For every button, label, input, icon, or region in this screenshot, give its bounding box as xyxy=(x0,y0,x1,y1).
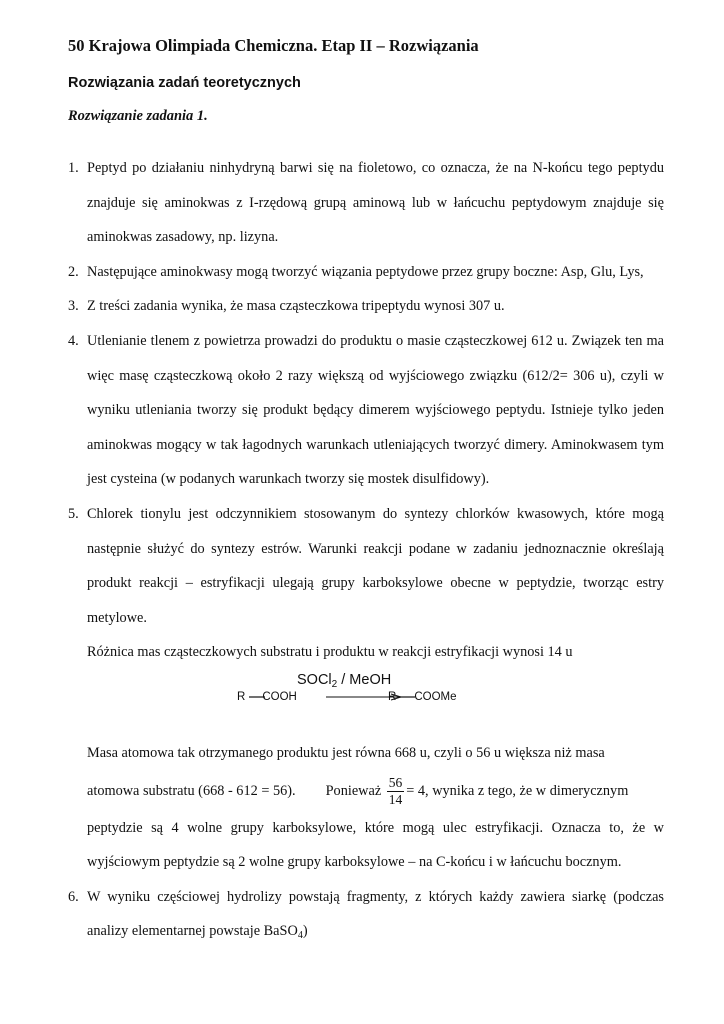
substrate xyxy=(237,690,297,704)
item6-subscript: 4 xyxy=(297,930,303,942)
document-title: 50 Krajowa Olimpiada Chemiczna. Etap II – Rozwiązania xyxy=(68,36,479,55)
substrate-group: COOH xyxy=(262,690,297,703)
item-number: 6. xyxy=(68,888,79,905)
task-heading: Rozwiązanie zadania 1. xyxy=(68,108,208,124)
item-text: Z treści zadania wynika, że masa cząsteczkowa tripeptydu wynosi 307 u. xyxy=(87,298,505,315)
product-mass-text: Masa atomowa tak otrzymanego produktu jest równa 668 u, czyli o 56 u większa niż masa xyxy=(87,744,605,761)
list-item xyxy=(68,289,664,324)
result-text: = 4, wynika z tego, że w dimerycznym xyxy=(406,782,629,799)
because-text: Ponieważ xyxy=(325,782,382,799)
reagent-rest: / MeOH xyxy=(337,671,392,688)
item6-text: W wyniku częściowej hydrolizy powstają fragmenty, z których każdy zawiera siarkę (podczas analizy elementarnej powstaje BaSO xyxy=(87,888,664,940)
item-text: Peptyd po działaniu ninhydryną barwi się na fioletowo, co oznacza, że na N-końcu tego peptydu znajduje się aminokwas z I-rzędową grupą aminową lub w łańcuchu peptydowym znajduje się aminokwas zasadowy, np. lizyna. xyxy=(87,160,664,246)
item-text: Chlorek tionylu jest odczynnikiem stosowanym do syntezy chlorków kwasowych, które mogą następnie służyć do syntezy estrów. Warunki reakcji podane w zadaniu jednoznacznie określają produkt reakcji – estryfikacji ulegają grupy karboksylowe obecne w peptydzie, tworząc estry metylowe. xyxy=(87,505,664,626)
solution-list xyxy=(68,151,664,949)
item-number: 1. xyxy=(68,160,79,176)
substrate-r: R xyxy=(237,690,246,703)
item-text: Utlenianie tlenem z powietrza prowadzi do produktu o masie cząsteczkowej 612 u. Związek ten ma więc masę cząsteczkową około 2 razy większą od wyjściowego związku (612/2= 306 u), czyli w wyniku utleniania tworzy się produkt będący dimerem wyjściowego peptydu. Istnieje tylko jeden aminokwas mogący w tak łagodnych warunkach utleniających tworzyć dimery. Aminokwasem tym jest cysteina (w podanych warunkach tworzy się mostek disulfidowy). xyxy=(87,332,664,488)
reagent-subscript: 2 xyxy=(331,678,338,690)
item-text: Następujące aminokwasy mogą tworzyć wiązania peptydowe przez grupy boczne: Asp, Glu, Lys, xyxy=(87,263,644,280)
product-group: COOMe xyxy=(414,690,457,703)
list-item xyxy=(68,255,664,290)
item-number: 3. xyxy=(68,298,79,315)
item-text xyxy=(87,880,664,949)
mass-difference-text: Różnica mas cząsteczkowych substratu i produktu w reakcji estryfikacji wynosi 14 u xyxy=(87,644,573,661)
fraction-denominator: 14 xyxy=(388,791,403,807)
reaction-bonds-and-arrow xyxy=(87,670,683,736)
item-number: 4. xyxy=(68,332,79,349)
list-item xyxy=(68,151,664,255)
carboxyl-conclusion-text: peptydzie są 4 wolne grupy karboksylowe, które mogą ulec estryfikacji. Oznacza to, że w wyjściowym peptydzie są 2 wolne grupy karboksylowe – na C-końcu i w łańcuchu bocznym. xyxy=(87,819,664,871)
list-item xyxy=(68,880,664,949)
esterification-reaction xyxy=(87,670,664,736)
item6-tail: ) xyxy=(302,923,308,940)
product xyxy=(388,690,456,704)
product-r: R xyxy=(388,690,397,703)
section-subtitle: Rozwiązania zadań teoretycznych xyxy=(68,75,301,91)
fraction xyxy=(387,775,405,808)
list-item xyxy=(68,497,664,880)
item-number: 2. xyxy=(68,263,79,280)
item-number: 5. xyxy=(68,505,79,522)
mass-calculation-line xyxy=(87,771,664,811)
fraction-numerator: 56 xyxy=(388,774,403,790)
list-item xyxy=(68,324,664,497)
substrate-mass-text: atomowa substratu (668 - 612 = 56). xyxy=(87,782,296,799)
reagent-main: SOCl xyxy=(297,671,332,688)
